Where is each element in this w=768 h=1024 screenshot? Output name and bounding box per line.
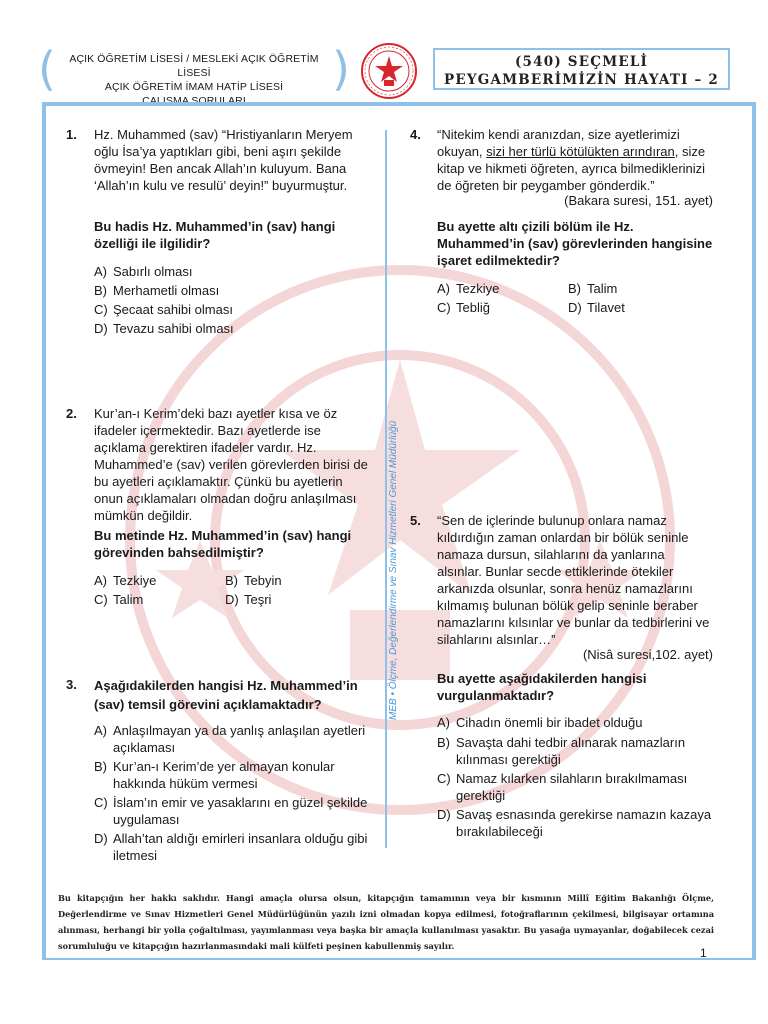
option-b[interactable]: B) Savaşta dahi tedbir alınarak namazların kılınması gerektiği xyxy=(437,735,686,767)
option-c[interactable]: C) Şecaat sahibi olması xyxy=(94,302,233,317)
question-text: “Sen de içlerinde bulunup onlara namaz kıldırdığın zaman onlardan bir bölük seninle namaza dursun, silahlarını da yanlarına alsınlar. Bunlar secde ettiklerinde ötekiler arkanızda olsunlar, sonra henüz namazlarını kılmamış bulunan bölük gelip seninle beraber namazlarını kılsınlar ve bunlar da tedbirlerini ve silahlarını alsınlar…” xyxy=(437,513,710,647)
header-line-2: AÇIK ÖĞRETİM İMAM HATİP LİSESİ xyxy=(104,81,284,93)
question-source: (Bakara suresi, 151. ayet) xyxy=(564,193,713,208)
option-a[interactable]: A) Anlaşılmayan ya da yanlış anlaşılan ayetleri açıklaması xyxy=(94,723,366,755)
option-b[interactable]: B) Kur’an-ı Kerim’de yer almayan konular hakkında hüküm vermesi xyxy=(94,759,335,791)
question-text: Kur’an-ı Kerim’deki bazı ayetler kısa ve öz ifadeler içermektedir. Bazı ayetlerde ise açıklama gerektiren ifadeler vardır. Hz. Muhammed’e (sav) verilen görevlerden birisi de bu ayetleri açıklamaktır. Çünkü bu ayetlerin onun açıklamaları olmadan doğru anlaşılması mümkün değildir. xyxy=(94,406,368,523)
option-d[interactable]: D) Tevazu sahibi olması xyxy=(94,321,234,336)
option-b[interactable]: B) Merhametli olması xyxy=(94,283,220,298)
side-institution-label: MEB • Ölçme, Değerlendirme ve Sınav Hizmetleri Genel Müdürlüğü xyxy=(388,420,399,720)
option-b[interactable]: B) Talim xyxy=(568,281,618,296)
option-d[interactable]: D) Savaş esnasında gerekirse namazın kazaya bırakılabileceği xyxy=(437,807,712,839)
course-code-title: (540) SEÇMELİ xyxy=(514,54,649,70)
option-d[interactable]: D) Teşri xyxy=(225,592,272,607)
question-5 xyxy=(410,512,715,847)
option-c[interactable]: C) İslam’ın emir ve yasaklarını en güzel şekilde uygulaması xyxy=(94,795,368,827)
institution-text xyxy=(52,52,336,108)
question-number: 5. xyxy=(410,513,421,528)
option-c[interactable]: C) Tebliğ xyxy=(437,300,490,315)
header-institution xyxy=(38,42,350,107)
question-4 xyxy=(410,126,715,326)
question-stem: Aşağıdakilerden hangisi Hz. Muhammed’in (sav) temsil görevini açıklamaktadır? xyxy=(94,678,358,712)
header-line-1: AÇIK ÖĞRETİM LİSESİ / MESLEKİ AÇIK ÖĞRETİM LİSESİ xyxy=(69,53,319,79)
option-a[interactable]: A) Tezkiye xyxy=(94,573,157,588)
page-number: 1 xyxy=(700,946,707,960)
option-d[interactable]: D) Allah’tan aldığı emirleri insanlara olduğu gibi iletmesi xyxy=(94,831,368,863)
option-a[interactable]: A) Tezkiye xyxy=(437,281,500,296)
copyright-notice: Bu kitapçığın her hakkı saklıdır. Hangi amaçla olursa olsun, kitapçığın tamamının veya bir kısmının Millî Eğitim Bakanlığı Ölçme, Değerlendirme ve Sınav Hizmetleri Genel Müdürlüğünün yazılı izni olmadan kopya edilmesi, fotoğraflarının çekilmesi, bilgisayar ortamına alınması, herhangi bir yolla çoğaltılması, yayımlanması veya başka bir amaçla kullanılması yasaktır. Bu yasağa uymayanlar, doğabilecek cezai sorumluluğu ve kitapçığın hazırlanmasındaki mali külfeti peşinen kabullenmiş sayılır. xyxy=(58,893,714,951)
question-number: 4. xyxy=(410,127,421,142)
question-stem: Bu metinde Hz. Muhammed’in (sav) hangi görevinden bahsedilmiştir? xyxy=(94,528,352,560)
question-stem: Bu ayette altı çizili bölüm ile Hz. Muhammed’in (sav) görevlerinden hangisine işaret edilmektedir? xyxy=(437,219,713,268)
question-stem: Bu hadis Hz. Muhammed’in (sav) hangi özelliği ile ilgilidir? xyxy=(94,219,336,251)
question-3 xyxy=(66,676,371,866)
question-1 xyxy=(66,126,371,346)
question-text: Hz. Muhammed (sav) “Hristiyanların Meryem oğlu İsa’ya yaptıkları gibi, beni aşırı şekilde övmeyin! Ben ancak Allah’ın kuluyum. Bana ‘Allah’ın kulu ve resulü’ deyin!” buyurmuştur. xyxy=(94,127,353,193)
course-title-box xyxy=(433,48,730,90)
meb-logo xyxy=(360,42,418,100)
right-bracket-decoration: ) xyxy=(332,42,350,96)
question-stem: Bu ayette aşağıdakilerden hangisi vurgulanmaktadır? xyxy=(437,671,647,703)
option-a[interactable]: A) Sabırlı olması xyxy=(94,264,193,279)
option-a[interactable]: A) Cihadın önemli bir ibadet olduğu xyxy=(437,715,643,730)
header-line-3: ÇALIŞMA SORULARI xyxy=(142,95,246,107)
option-c[interactable]: C) Talim xyxy=(94,592,144,607)
option-d[interactable]: D) Tilavet xyxy=(568,300,625,315)
question-text: “Nitekim kendi aranızdan, size ayetlerimizi okuyan, sizi her türlü kötülükten arındıran, size kitap ve hikmeti öğreten, ayrıca bilmediklerinizi de öğreten bir peygamber gönderdik.” xyxy=(437,127,706,193)
option-b[interactable]: B) Tebyin xyxy=(225,573,282,588)
question-source: (Nisâ suresi,102. ayet) xyxy=(582,647,713,662)
option-c[interactable]: C) Namaz kılarken silahların bırakılmaması gerektiği xyxy=(437,771,688,803)
question-number: 3. xyxy=(66,677,77,692)
question-number: 1. xyxy=(66,127,77,142)
underlined-phrase: sizi her türlü kötülükten arındıran xyxy=(486,144,675,159)
left-bracket-decoration: ( xyxy=(38,42,56,96)
course-name-title: PEYGAMBERİMİZİN HAYATI – 2 xyxy=(444,72,719,88)
question-number: 2. xyxy=(66,406,77,421)
question-2 xyxy=(66,405,371,615)
